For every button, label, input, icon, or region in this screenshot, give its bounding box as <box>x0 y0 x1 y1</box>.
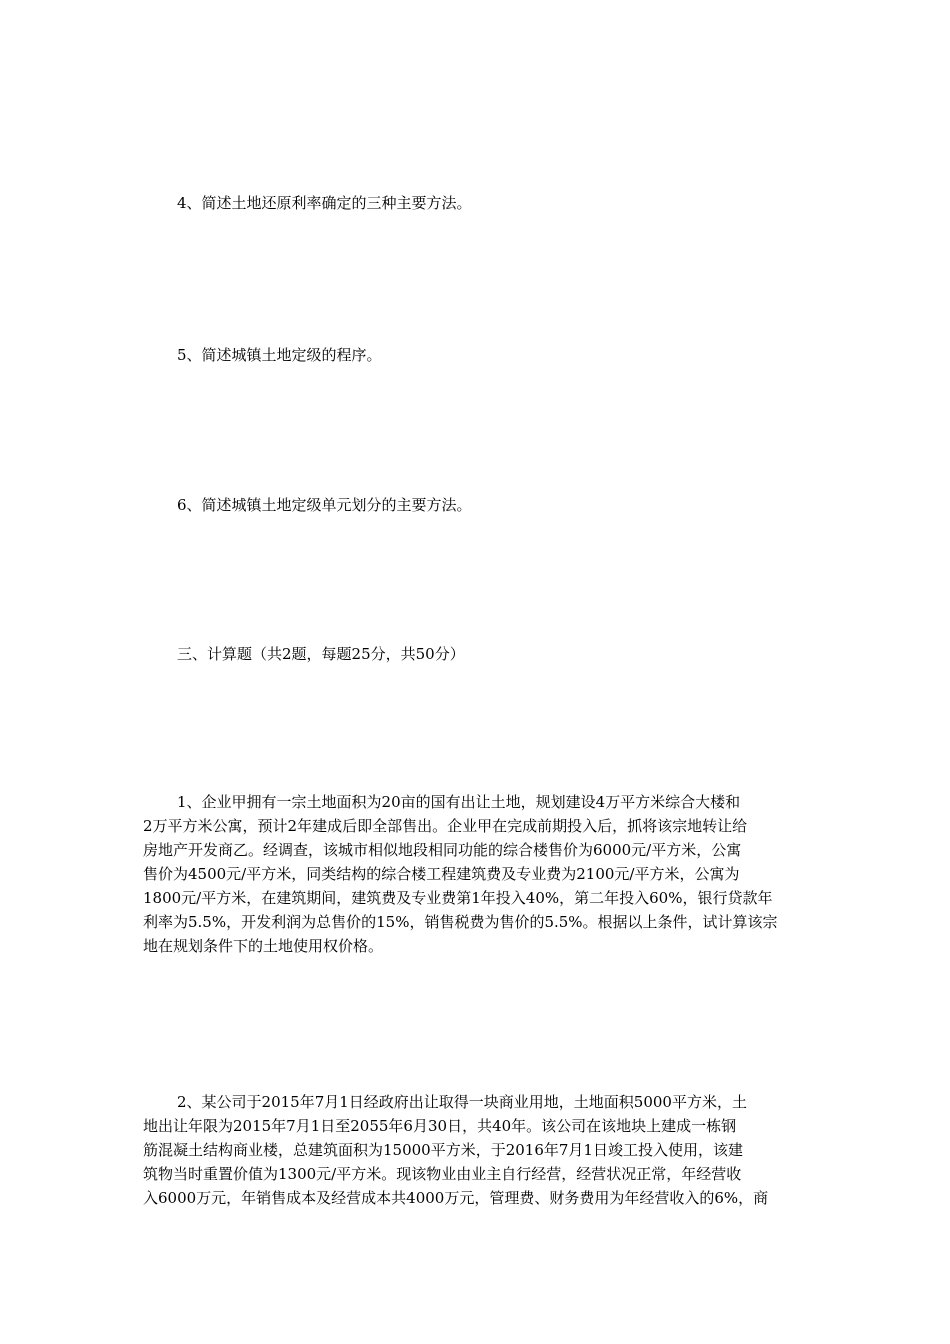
calculation-problem-2 <box>143 1090 809 1210</box>
problem-1-line: 利率为5.5%，开发利润为总售价的15%，销售税费为售价的5.5%。根据以上条件，试计算该宗 <box>143 913 778 931</box>
problem-1-line: 地在规划条件下的土地使用权价格。 <box>143 937 384 955</box>
problem-1-line: 2万平方米公寓，预计2年建成后即全部售出。企业甲在完成前期投入后，抓将该宗地转让给 <box>143 817 748 835</box>
question-5: 5、简述城镇土地定级的程序。 <box>177 346 382 364</box>
calculation-problem-1 <box>143 790 809 958</box>
question-4: 4、简述土地还原利率确定的三种主要方法。 <box>177 194 472 212</box>
problem-2-line: 筋混凝土结构商业楼，总建筑面积为15000平方米，于2016年7月1日竣工投入使用，该建 <box>143 1141 743 1159</box>
problem-1-line: 房地产开发商乙。经调查，该城市相似地段相同功能的综合楼售价为6000元/平方米，公寓 <box>143 841 742 859</box>
problem-1-line: 1、企业甲拥有一宗土地面积为20亩的国有出让土地，规划建设4万平方米综合大楼和 <box>177 793 741 811</box>
problem-1-line: 售价为4500元/平方米，同类结构的综合楼工程建筑费及专业费为2100元/平方米，公寓为 <box>143 865 740 883</box>
question-6: 6、简述城镇土地定级单元划分的主要方法。 <box>177 496 472 514</box>
section-3-heading: 三、计算题（共2题，每题25分，共50分） <box>177 645 465 663</box>
problem-2-line: 筑物当时重置价值为1300元/平方米。现该物业由业主自行经营，经营状况正常，年经营收 <box>143 1165 742 1183</box>
problem-1-line: 1800元/平方米，在建筑期间，建筑费及专业费第1年投入40%，第二年投入60%，银行贷款年 <box>143 889 773 907</box>
problem-2-line: 2、某公司于2015年7月1日经政府出让取得一块商业用地，土地面积5000平方米，土 <box>177 1093 747 1111</box>
problem-2-line: 地出让年限为2015年7月1日至2055年6月30日，共40年。该公司在该地块上建成一栋钢 <box>143 1117 737 1135</box>
problem-2-line: 入6000万元，年销售成本及经营成本共4000万元，管理费、财务费用为年经营收入的6%，商 <box>143 1189 769 1207</box>
